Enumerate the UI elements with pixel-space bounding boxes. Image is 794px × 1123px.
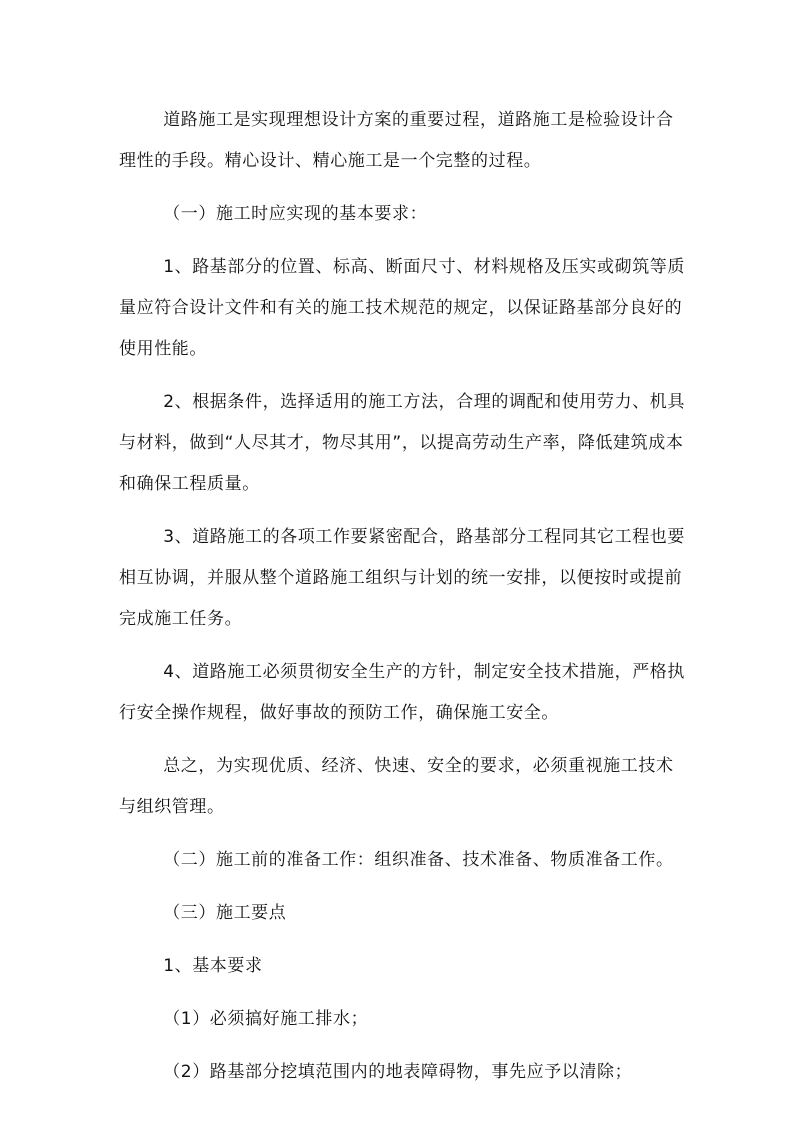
document-body [119, 100, 689, 1105]
key-point-item-2: （2）路基部分挖填范围内的地表障碍物，事先应予以清除； [163, 1062, 633, 1082]
summary-paragraph: 总之，为实现优质、经济、快速、安全的要求，必须重视施工技术与组织管理。 [119, 756, 674, 817]
requirement-item-2: 2、根据条件，选择适用的施工方法，合理的调配和使用劳力、机具与材料，做到“人尽其才，物尽其用”，以提高劳动生产率，降低建筑成本和确保工程质量。 [119, 392, 686, 494]
intro-paragraph: 道路施工是实现理想设计方案的重要过程，道路施工是检验设计合理性的手段。精心设计、精心施工是一个完整的过程。 [119, 110, 674, 171]
requirement-item-4: 4、道路施工必须贯彻安全生产的方针，制定安全技术措施，严格执行安全操作规程，做好事故的预防工作，确保施工安全。 [119, 662, 686, 723]
subheading-basic-requirements: 1、基本要求 [163, 956, 263, 976]
requirement-item-1: 1、路基部分的位置、标高、断面尺寸、材料规格及压实或砌筑等质量应符合设计文件和有关的施工技术规范的规定，以保证路基部分良好的使用性能。 [119, 257, 686, 359]
section-heading-basic-requirements: （一）施工时应实现的基本要求： [163, 204, 428, 224]
requirement-item-3: 3、道路施工的各项工作要紧密配合，路基部分工程同其它工程也要相互协调，并服从整个道路施工组织与计划的统一安排，以便按时或提前完成施工任务。 [119, 527, 686, 629]
key-point-item-1: （1）必须搞好施工排水； [163, 1009, 369, 1029]
section-heading-preparation: （二）施工前的准备工作：组织准备、技术准备、物质准备工作。 [163, 850, 674, 870]
section-heading-key-points: （三）施工要点 [163, 903, 287, 923]
